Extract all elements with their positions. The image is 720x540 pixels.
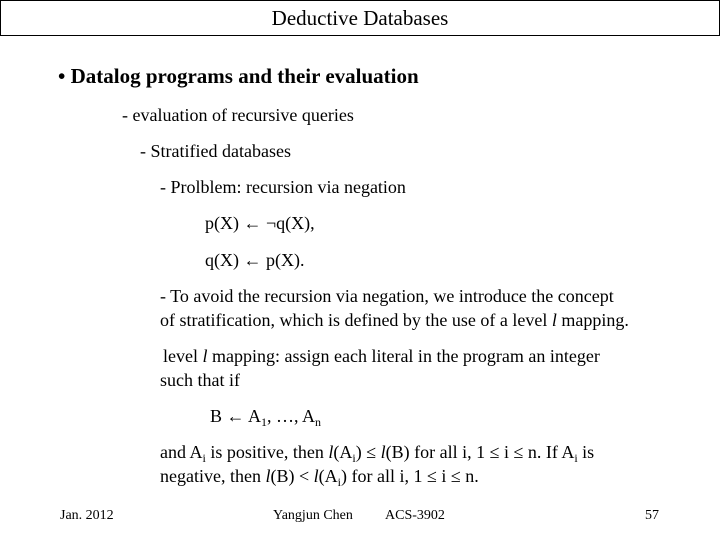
main-heading: • Datalog programs and their evaluation bbox=[58, 64, 419, 88]
footer-course: ACS-3902 bbox=[385, 508, 445, 523]
paragraph-avoid-line2: of stratification, which is defined by the use of a level l mapping. bbox=[160, 310, 629, 330]
rule-b-from-a: B ← $A_1$, …, $A_n$ bbox=[210, 406, 322, 429]
footer-page-number: 57 bbox=[645, 508, 659, 523]
rule-p-from-not-q: p(X) ← ¬q(X), bbox=[205, 213, 315, 233]
bullet-stratified-databases: - Stratified databases bbox=[140, 141, 291, 161]
paragraph-condition-line1: and $A_i$ is positive, then $l(A_i) \le l(B)$ for all i, 1 ≤ i ≤ n. If $A_i$ is bbox=[160, 442, 595, 465]
slide-title-text: Deductive Databases bbox=[271, 5, 449, 30]
paragraph-condition-line2: negative, then $l(B) < l(A_i)$ for all i, 1 ≤ i ≤ n. bbox=[160, 466, 479, 489]
bullet-problem: - Prolblem: recursion via negation bbox=[160, 177, 406, 197]
bullet-recursive-queries: - evaluation of recursive queries bbox=[122, 105, 354, 125]
rule-q-from-p: q(X) ← p(X). bbox=[205, 250, 305, 270]
slide-title bbox=[0, 0, 720, 36]
footer-author: Yangjun Chen bbox=[273, 508, 353, 523]
paragraph-level-mapping-line2: such that if bbox=[160, 370, 240, 390]
paragraph-level-mapping-line1: level l mapping: assign each literal in the program an integer bbox=[163, 346, 600, 366]
paragraph-avoid-line1: - To avoid the recursion via negation, we introduce the concept bbox=[160, 286, 614, 306]
footer-date: Jan. 2012 bbox=[60, 508, 114, 523]
